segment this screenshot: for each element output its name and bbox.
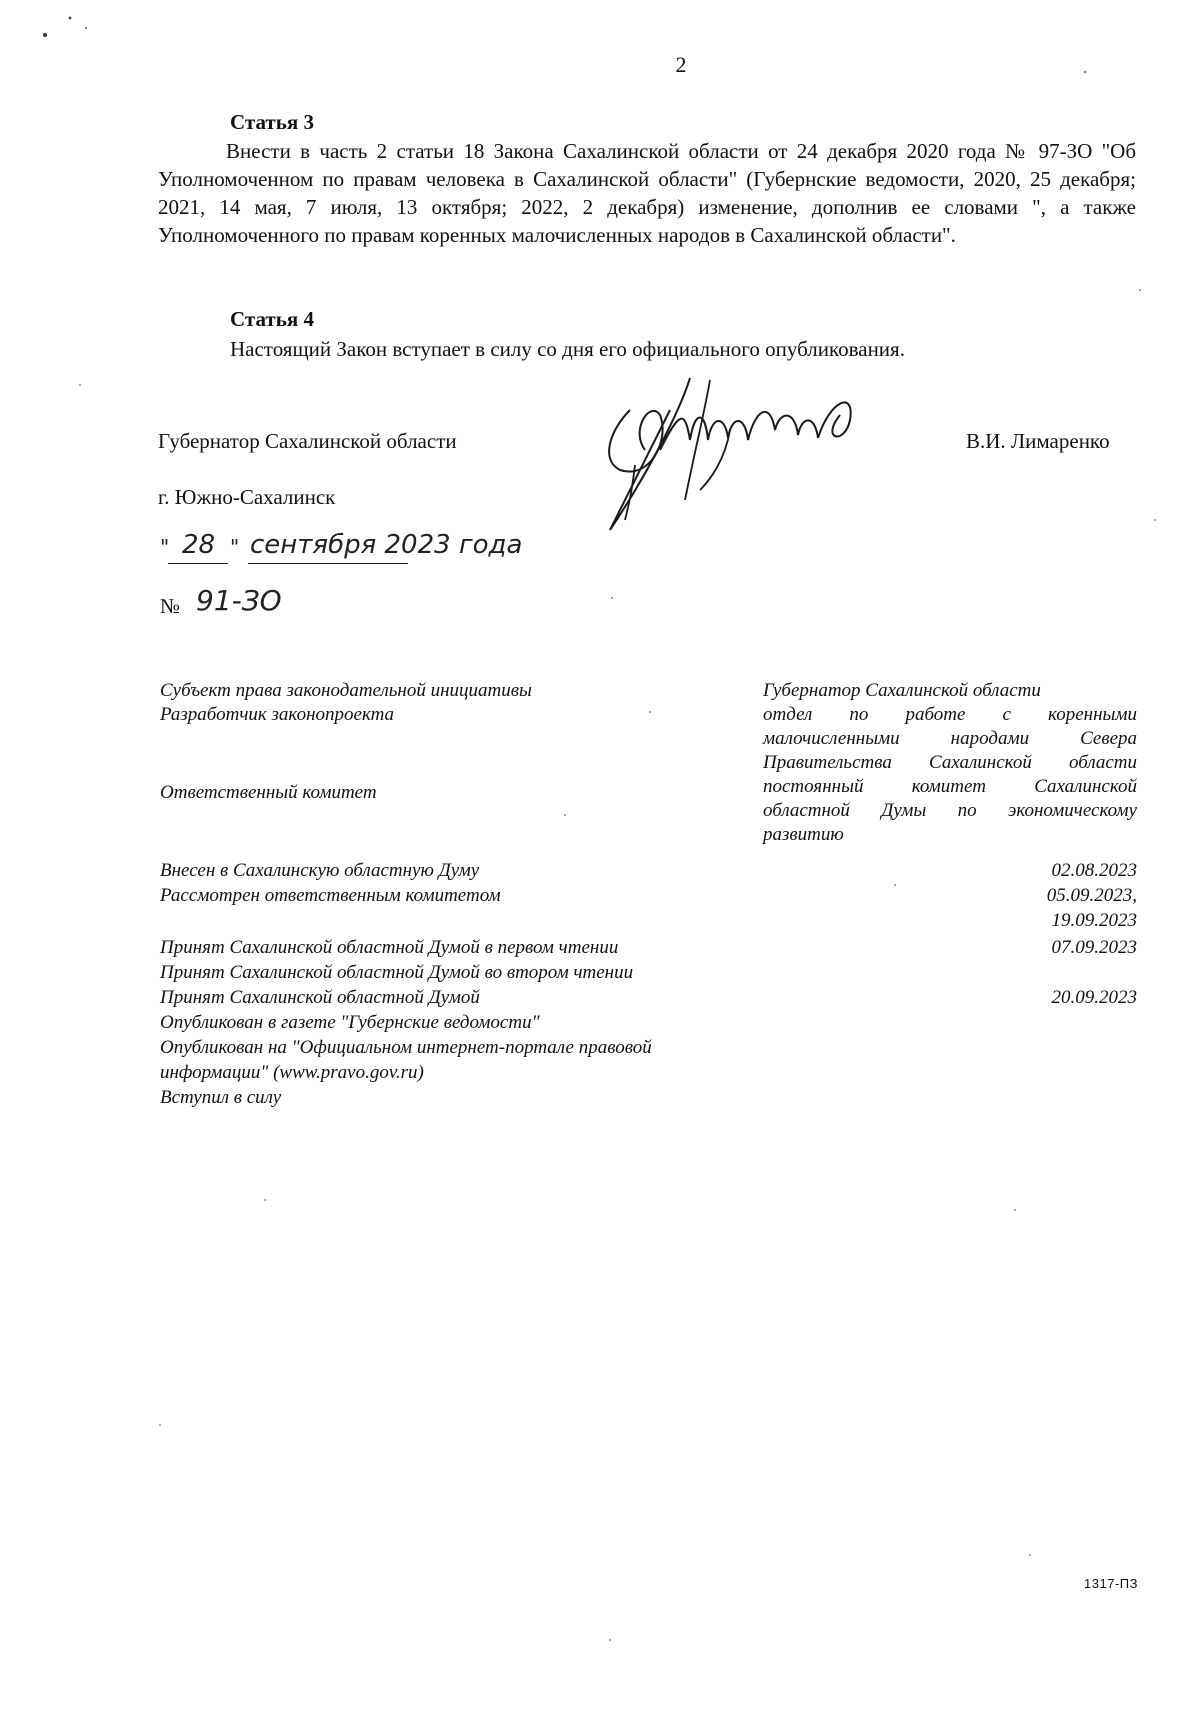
date-month-underline bbox=[248, 563, 408, 564]
date-day-underline bbox=[168, 563, 228, 564]
page-number: 2 bbox=[675, 52, 687, 77]
passport-reviewed-date-1: 05.09.2023, bbox=[1046, 885, 1137, 906]
article-4-text: Настоящий Закон вступает в силу со дня его официального опубликования. bbox=[230, 337, 905, 361]
passport-adopted-label: Принят Сахалинской областной Думой bbox=[160, 987, 480, 1008]
article-3-heading: Статья 3 bbox=[230, 110, 314, 134]
city: г. Южно-Сахалинск bbox=[158, 485, 336, 509]
article-4-heading: Статья 4 bbox=[230, 307, 314, 331]
passport-reviewed-label: Рассмотрен ответственным комитетом bbox=[160, 885, 501, 906]
passport-right-column bbox=[763, 679, 1137, 847]
date-day: 28 bbox=[182, 530, 216, 560]
passport-first-reading-label: Принят Сахалинской областной Думой в первом чтении bbox=[160, 937, 619, 958]
passport-portal-label-1: Опубликован на "Официальном интернет-портале правовой bbox=[160, 1037, 652, 1058]
passport-first-reading-date: 07.09.2023 bbox=[1051, 937, 1137, 958]
number-label: № bbox=[160, 594, 181, 618]
article-3-text: Внести в часть 2 статьи 18 Закона Сахалинской области от 24 декабря 2020 года № 97-ЗО "Об Уполномоченном по правам человека в Сахалинской области" (Губернские ведомости, 2020, 25 декабря; 2021, 14 мая, 7 июля, 13 октября; 2022, 2 декабря) изменение, дополнив ее словами ", а также Уполномоченного по правам коренных малочисленных народов в Сахалинской области". bbox=[158, 139, 1136, 247]
passport-developer-value: отдел по работе с коренными малочисленными народами Севера Правительства Сахалинской области bbox=[763, 704, 1137, 773]
passport-adopted-date: 20.09.2023 bbox=[1051, 987, 1137, 1008]
document-code: 1317-ПЗ bbox=[1084, 1576, 1138, 1591]
date-open-quote: " bbox=[160, 535, 170, 559]
passport-committee-value: постоянный комитет Сахалинской областной Думы по экономическому развитию bbox=[763, 776, 1137, 845]
governor-title: Губернатор Сахалинской области bbox=[158, 429, 457, 453]
passport-reviewed-date-2: 19.09.2023 bbox=[1051, 910, 1137, 931]
passport-portal-label-2: информации" (www.pravo.gov.ru) bbox=[160, 1062, 424, 1083]
passport-subject-value: Губернатор Сахалинской области bbox=[763, 680, 1041, 701]
passport-introduced-label: Внесен в Сахалинскую областную Думу bbox=[160, 860, 480, 881]
passport-in-force-label: Вступил в силу bbox=[160, 1087, 282, 1108]
passport-second-reading-label: Принят Сахалинской областной Думой во втором чтении bbox=[160, 962, 634, 983]
passport-committee-label: Ответственный комитет bbox=[160, 782, 377, 803]
signature-image bbox=[590, 370, 910, 570]
passport-subject-label: Субъект права законодательной инициативы bbox=[160, 680, 532, 701]
passport-gazette-label: Опубликован в газете "Губернские ведомости" bbox=[160, 1012, 540, 1033]
passport-introduced-date: 02.08.2023 bbox=[1051, 860, 1137, 881]
number-value: 91-ЗО bbox=[196, 584, 282, 617]
governor-name: В.И. Лимаренко bbox=[966, 429, 1110, 453]
date-month-year: сентября 2023 года bbox=[250, 530, 523, 560]
passport-developer-label: Разработчик законопроекта bbox=[160, 704, 395, 725]
date-close-quote: " bbox=[230, 535, 240, 559]
